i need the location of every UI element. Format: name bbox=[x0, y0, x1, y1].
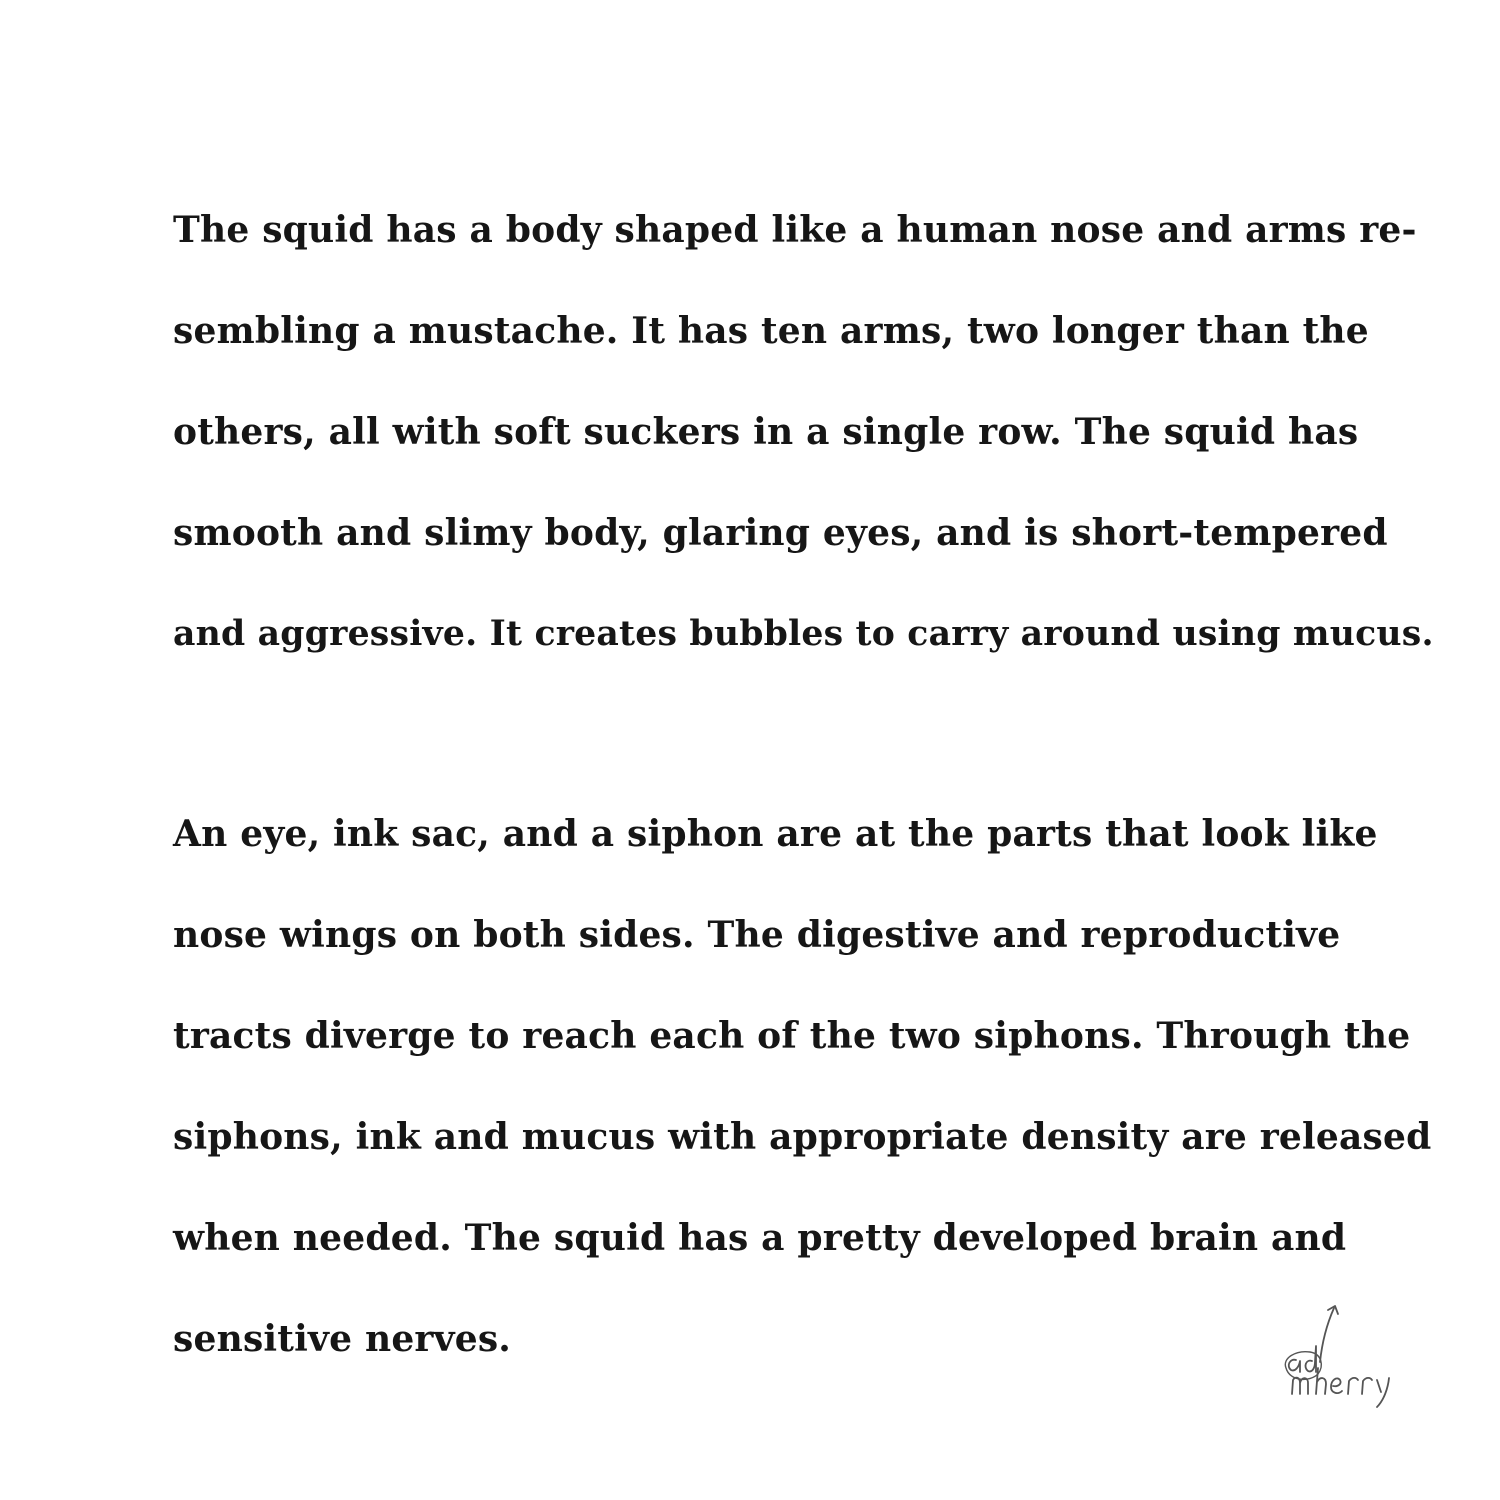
paragraph-line: others, all with soft suckers in a single row. The squid has bbox=[173, 411, 1359, 453]
paragraph-line: sensitive nerves. bbox=[173, 1318, 512, 1360]
paragraph-line: An eye, ink sac, and a siphon are at the parts that look like bbox=[173, 813, 1378, 855]
paragraph-line: smooth and slimy body, glaring eyes, and is short-tempered bbox=[173, 512, 1388, 554]
paragraph-line: tracts diverge to reach each of the two siphons. Through the bbox=[173, 1015, 1411, 1057]
paragraph-line: siphons, ink and mucus with appropriate density are released bbox=[173, 1116, 1432, 1158]
paragraph-line: nose wings on both sides. The digestive and reproductive bbox=[173, 914, 1341, 956]
paragraph-1 bbox=[173, 208, 1433, 713]
paragraph-line: and aggressive. It creates bubbles to carry around using mucus. bbox=[173, 613, 1434, 654]
paragraph-2 bbox=[173, 812, 1433, 1418]
paragraph-line: when needed. The squid has a pretty developed brain and bbox=[173, 1217, 1347, 1259]
handwritten-signature bbox=[1278, 1288, 1408, 1413]
paragraph-line: sembling a mustache. It has ten arms, two longer than the bbox=[173, 310, 1369, 352]
paragraph-line: The squid has a body shaped like a human nose and arms re- bbox=[173, 209, 1417, 251]
